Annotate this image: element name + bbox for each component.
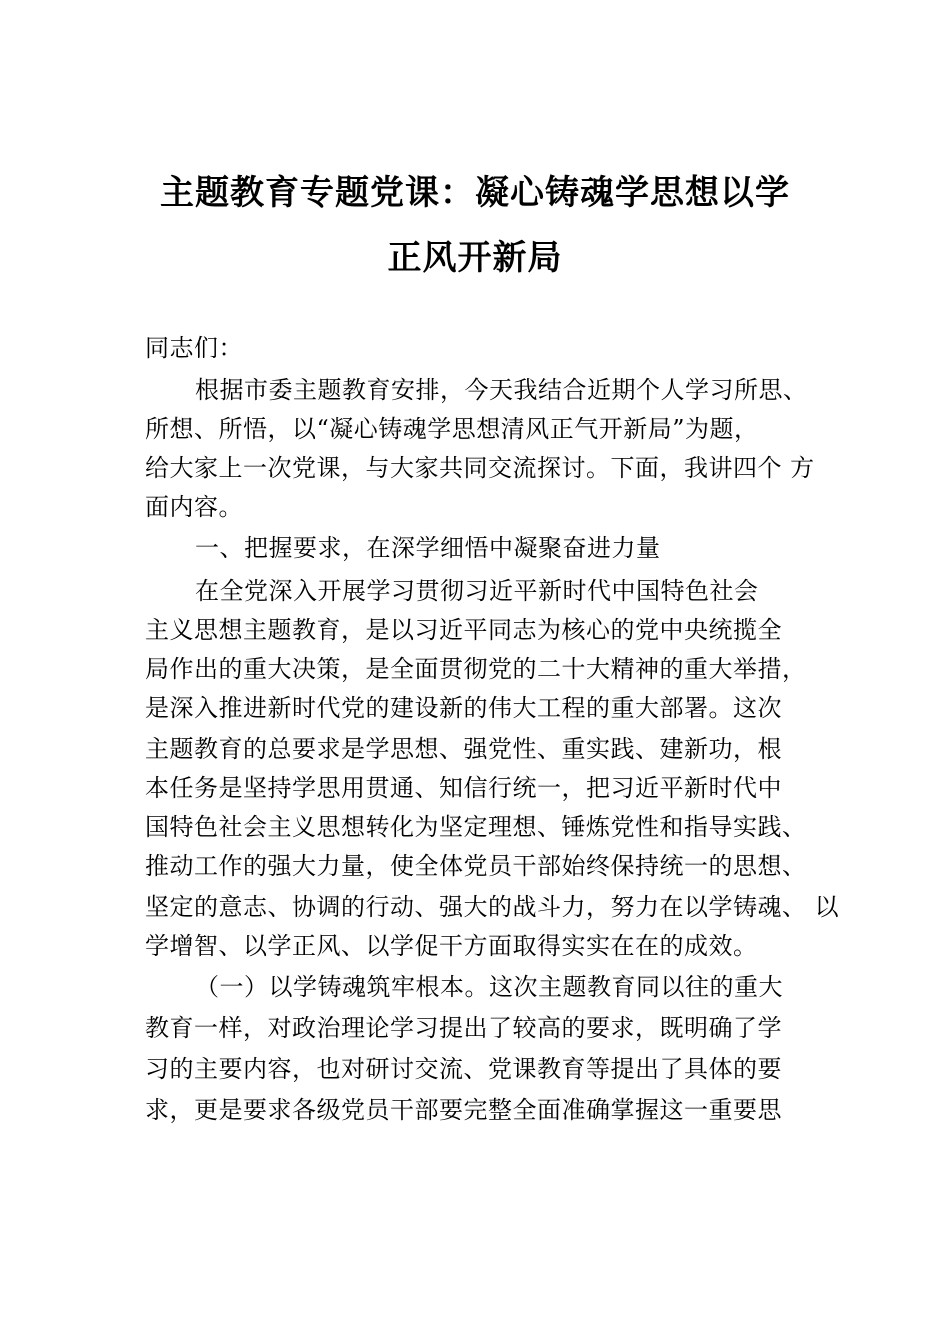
document-title-line-1: 主题教育专题党课：凝心铸魂学思想以学 bbox=[160, 173, 790, 213]
body-line: 推动工作的强大力量，使全体党员干部始终保持统一的思想、 bbox=[145, 852, 807, 880]
body-line: 面内容。 bbox=[145, 493, 243, 521]
body-line: 学增智、以学正风、以学促干方面取得实实在在的成效。 bbox=[145, 932, 758, 960]
body-line: 主题教育的总要求是学思想、强党性、重实践、建新功，根 bbox=[145, 735, 782, 763]
section-heading: 一、把握要求，在深学细悟中凝聚奋进力量 bbox=[195, 534, 661, 562]
body-line: 教育一样，对政治理论学习提出了较高的要求，既明确了学 bbox=[145, 1014, 782, 1042]
body-line: 坚定的意志、协调的行动、强大的战斗力，努力在以学铸魂、 以 bbox=[145, 893, 840, 921]
body-line: 习的主要内容，也对研讨交流、党课教育等提出了具体的要 bbox=[145, 1055, 782, 1083]
salutation: 同志们： bbox=[145, 334, 243, 362]
subsection-heading: （一）以学铸魂筑牢根本。这次主题教育同以往的重大 bbox=[195, 973, 783, 1001]
body-line: 本任务是坚持学思用贯通、知信行统一，把习近平新时代中 bbox=[145, 774, 782, 802]
body-line: 是深入推进新时代党的建设新的伟大工程的重大部署。这次 bbox=[145, 694, 782, 722]
body-line: 所想、所悟，以“凝心铸魂学思想清风正气开新局”为题， bbox=[145, 415, 759, 443]
body-line: 局作出的重大决策，是全面贯彻党的二十大精神的重大举措， bbox=[145, 655, 807, 683]
body-line: 在全党深入开展学习贯彻习近平新时代中国特色社会 bbox=[195, 577, 759, 605]
document-title-line-2: 正风开新局 bbox=[387, 238, 563, 278]
body-line: 根据市委主题教育安排，今天我结合近期个人学习所思、 bbox=[195, 376, 808, 404]
body-line: 求，更是要求各级党员干部要完整全面准确掌握这一重要思 bbox=[145, 1096, 782, 1124]
body-line: 给大家上一次党课，与大家共同交流探讨。下面，我讲四个 方 bbox=[145, 454, 815, 482]
body-line: 主义思想主题教育，是以习近平同志为核心的党中央统揽全 bbox=[145, 616, 782, 644]
body-line: 国特色社会主义思想转化为坚定理想、锤炼党性和指导实践、 bbox=[145, 813, 807, 841]
